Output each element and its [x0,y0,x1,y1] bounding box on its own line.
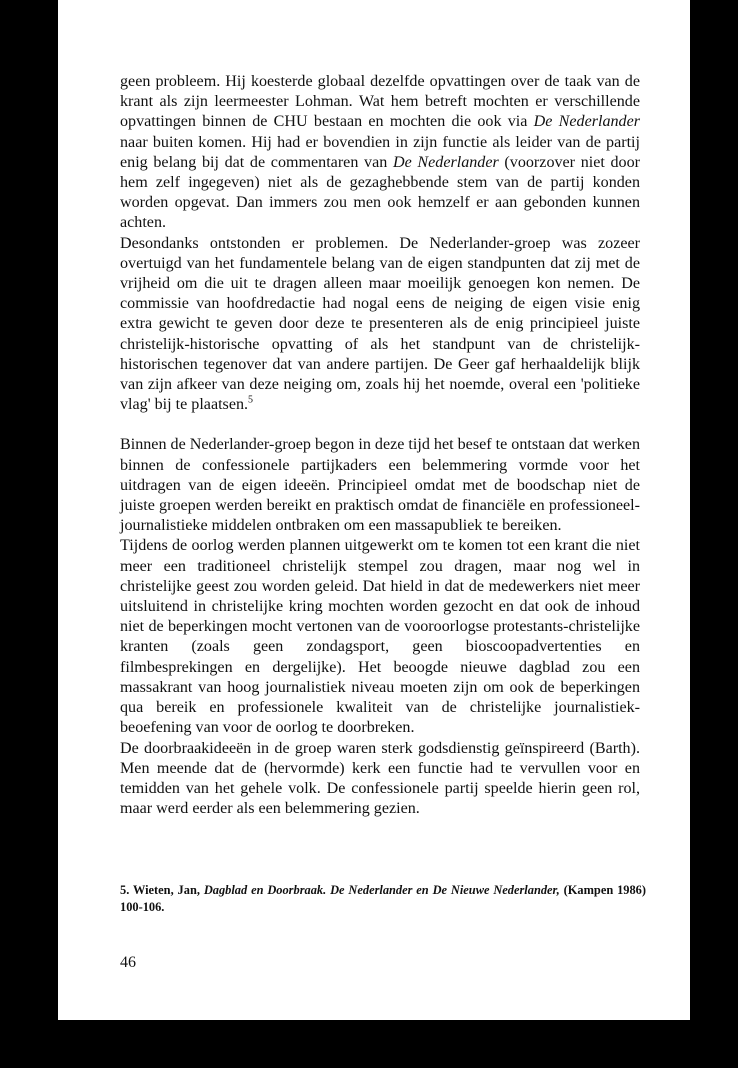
footnote-text: (Kampen 1986) 100-106. [120,883,646,914]
page-number: 46 [120,954,136,971]
text-segment: De doorbraakideeën in de groep waren sterk godsdienstig geïnspireerd (Barth). Men meende dat de (hervormde) kerk een functie had te vervullen voor en temidden van het gehele volk. De confessionele partij speelde hierin geen rol, maar werd eerder als een belemmering gezien. [120,739,640,818]
paragraph [120,435,640,536]
text-segment: naar buiten komen. Hij had er bovendien in zijn functie als leider van de partij enig belang bij dat de commentaren van [120,133,640,171]
paragraph-gap [120,415,640,435]
paragraph [120,234,640,416]
text-segment: Tijdens de oorlog werden plannen uitgewerkt om te komen tot een krant die niet meer een traditioneel christelijk stempel zou dragen, maar nog wel in christelijke geest zou worden geleid. Dat hield in dat de medewerkers niet meer uitsluitend in christelijke kring mochten worden gezocht en dat ook de inhoud niet de beperkingen mocht vertonen van de vooroorlogse protestants-christelijke kranten (zoals geen zondagsport, geen bioscoopadvertenties en filmbesprekingen en dergelijke). Het beoogde nieuwe dagblad zou een massakrant van hoog journalistiek niveau moeten zijn om ook de beperkingen qua bereik en professionele kwaliteit van de christelijke journalistiek-beoefening van voor de oorlog te doorbreken. [120,537,640,737]
footnote [120,882,646,916]
text-segment: Binnen de Nederlander-groep begon in deze tijd het besef te ontstaan dat werken binnen de confessionele partijkaders een belemmering vormde voor het uitdragen van de eigen ideeën. Principieel omdat met de boodschap niet de juiste groepen werden bereikt en praktisch omdat de financiële en professioneel-journalistieke middelen ontbraken om een massapubliek te bereiken. [120,436,640,535]
paragraph [120,536,640,738]
italic-text: De Nederlander [392,153,499,171]
footnote-reference[interactable]: 5 [248,394,254,406]
italic-text: De Nederlander [533,113,641,131]
document-page [58,0,690,1020]
text-segment: (voorzover niet door hem zelf ingegeven) niet als de gezaghebbende stem van de partij konden worden opgevat. Dan immers zou men ook hemzelf er aan gebonden kunnen achten. [120,153,641,232]
text-segment: geen probleem. Hij koesterde globaal dezelfde opvattingen over de taak van de krant als zijn leermeester Lohman. Wat hem betreft mochten er verschillende opvattingen binnen de CHU bestaan en mochten die ook via [120,73,640,131]
text-segment: Desondanks ontstonden er problemen. De Nederlander-groep was zozeer overtuigd van het fundamentele belang van de eigen standpunten dat zij met de vrijheid om die uit te dragen alleen maar moeilijk genoegen kon nemen. De commissie van hoofdredactie had nogal eens de neiging de eigen visie enig extra gewicht te geven door deze te presenteren als de enig principieel juiste christelijk-historische opvatting of als het standpunt van de christelijk-historischen tegenover dat van andere partijen. De Geer gaf herhaaldelijk blijk van zijn afkeer van deze neiging om, zoals hij het noemde, overal een 'politieke vlag' bij te plaatsen. [120,234,640,414]
footnote-title: Dagblad en Doorbraak. De Nederlander en De Nieuwe Nederlander, [203,883,560,897]
paragraph [120,72,640,234]
paragraph [120,739,640,820]
footnote-text: 5. Wieten, Jan, [120,883,204,897]
body-text [120,72,640,819]
